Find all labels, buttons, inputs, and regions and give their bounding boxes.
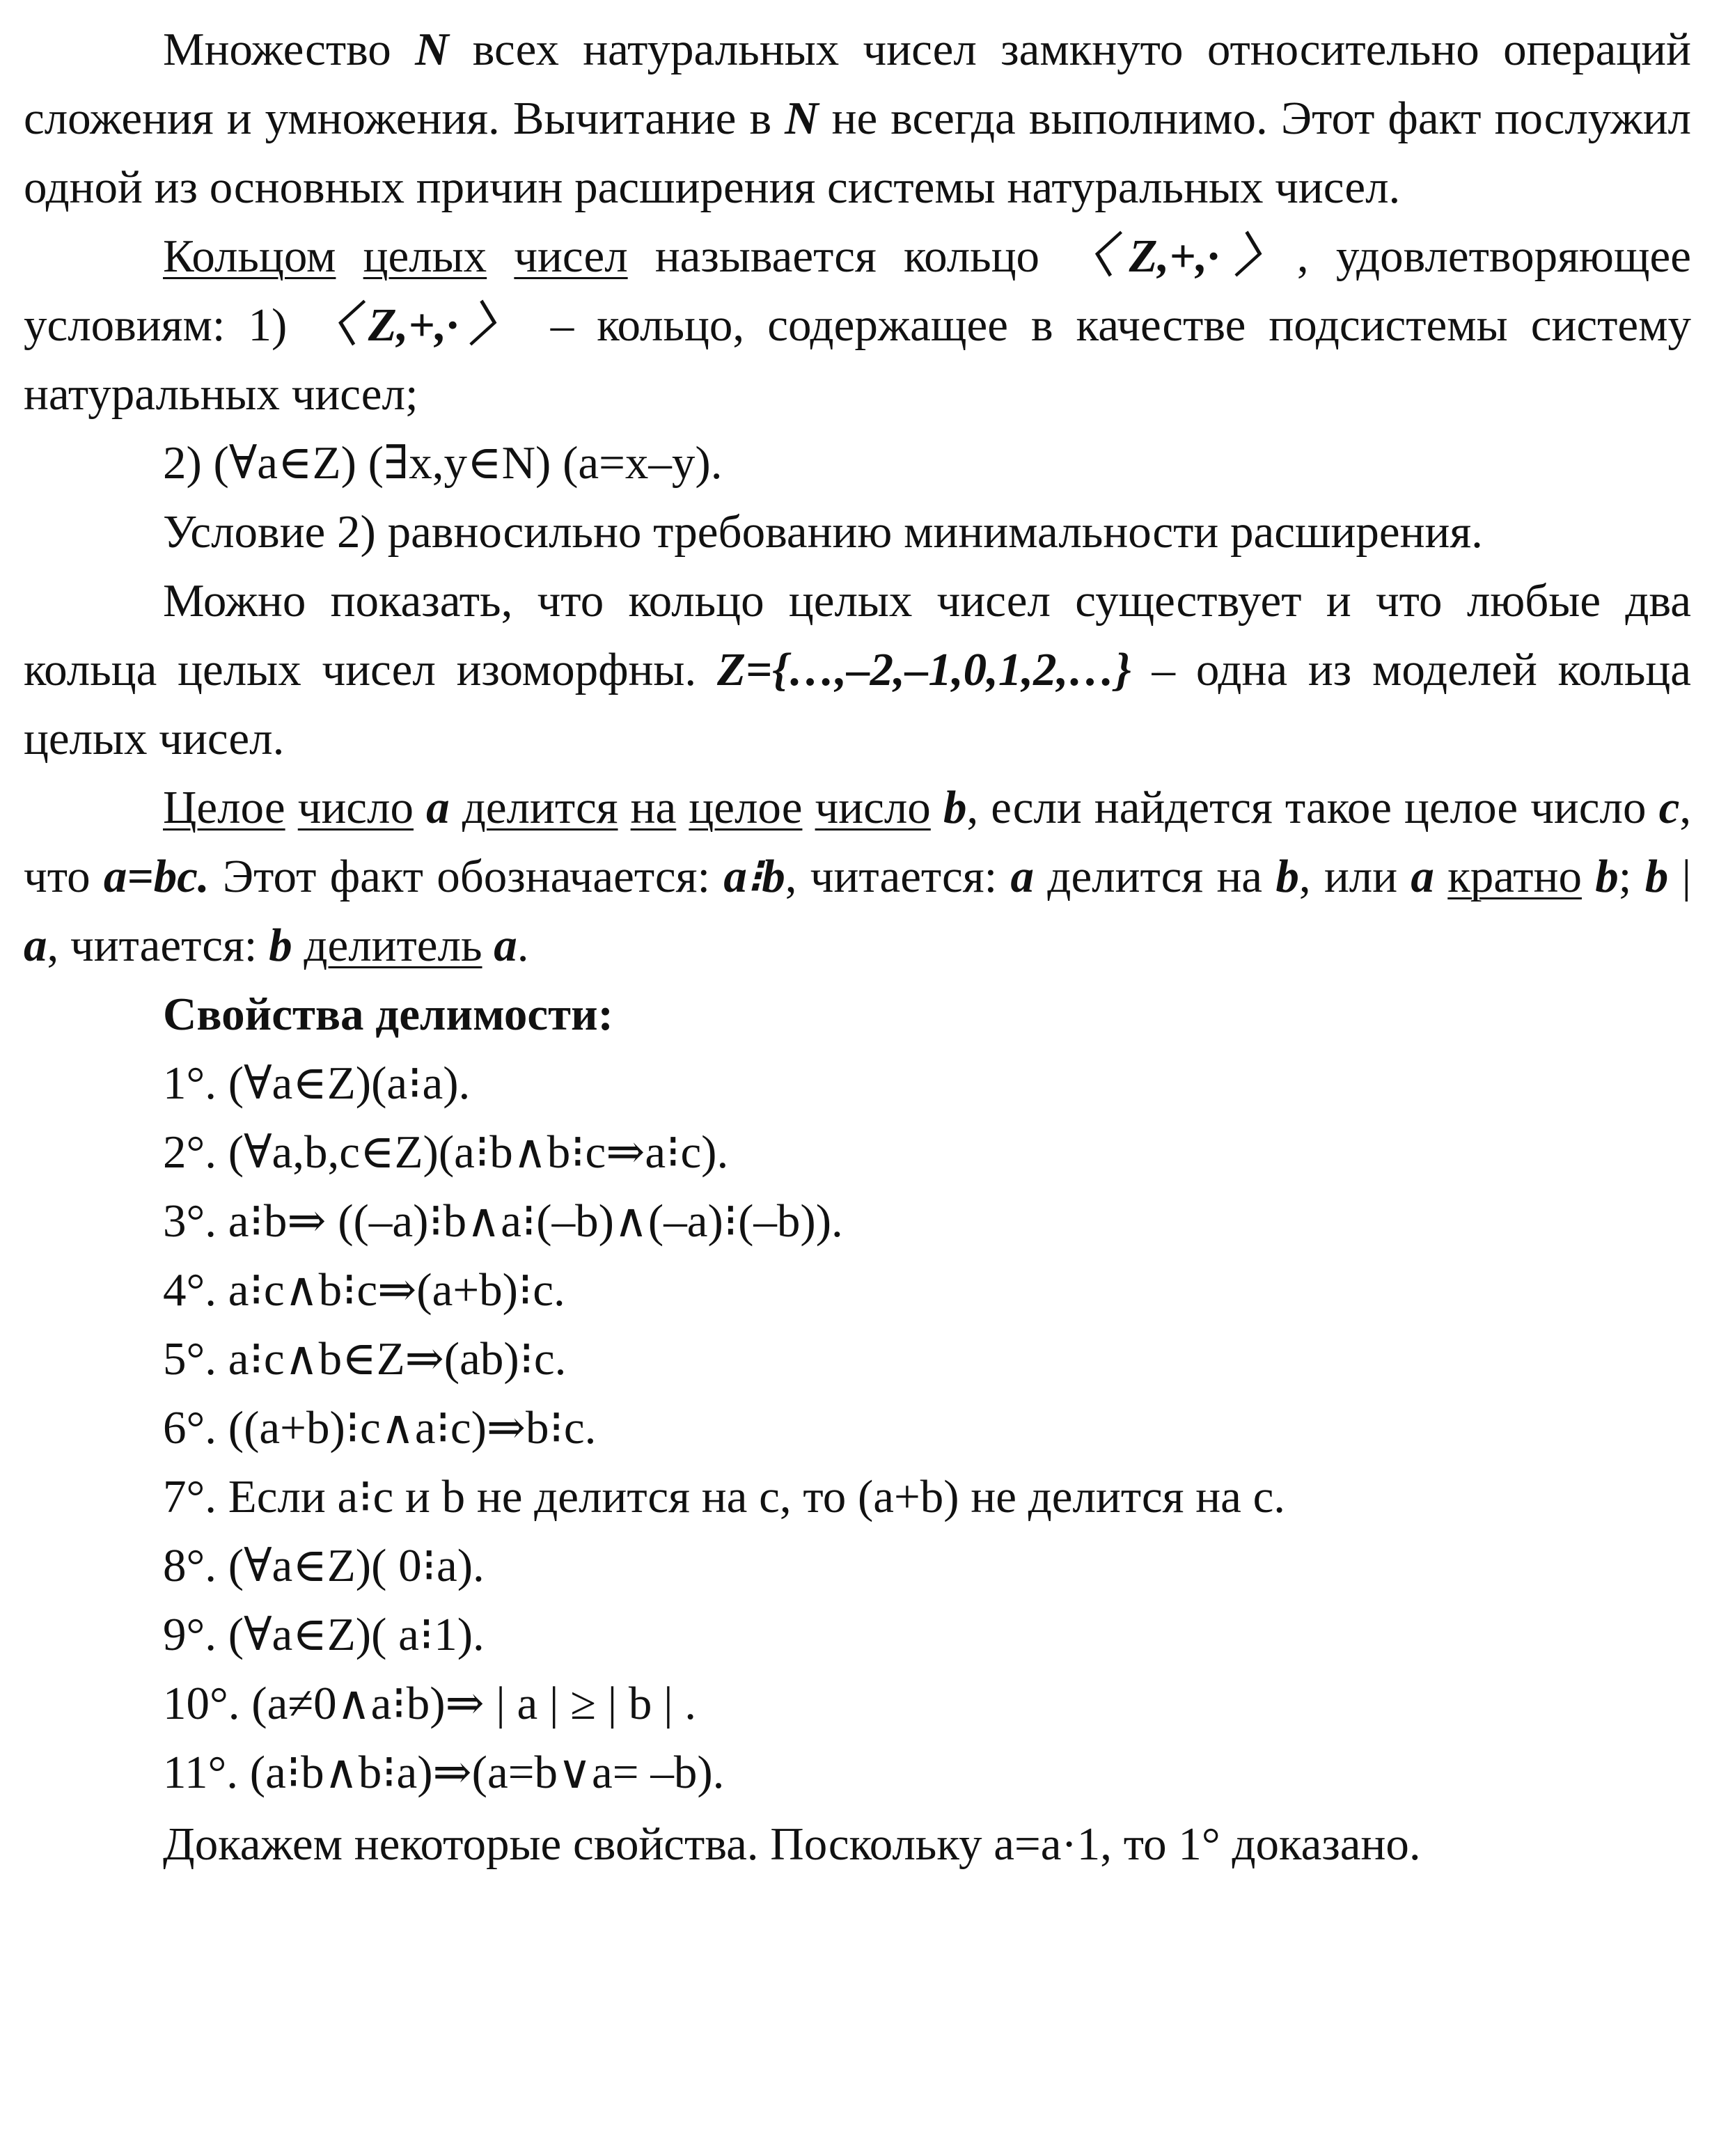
ring-notation: 〈Z,+,·〉 bbox=[1067, 230, 1297, 282]
paragraph-intro: Множество N всех натуральных чисел замкнуто относительно операций сложения и умножения. Вычитание в N не всегда выполнимо. Этот факт послужил одной из основных причин расширения системы натуральных чисел. bbox=[24, 24, 1691, 213]
document-text bbox=[24, 15, 1691, 1879]
property-2: 2°. (∀a,b,c∈Z)(a⁝b∧b⁝c⇒a⁝c). bbox=[163, 1126, 729, 1178]
term-underlined: Целое bbox=[163, 782, 285, 833]
divides-bar: | bbox=[1681, 851, 1691, 902]
property-3: 3°. a⁝b⇒ ((–a)⁝b∧a⁝(–b)∧(–a)⁝(–b)). bbox=[163, 1195, 843, 1247]
property-11: 11°. (a⁝b∧b⁝a)⇒(a=b∨a= –b). bbox=[163, 1747, 725, 1798]
property-8: 8°. (∀a∈Z)( 0⁝a). bbox=[163, 1540, 485, 1591]
term-underlined: число bbox=[297, 782, 414, 833]
paragraph-proof: Докажем некоторые свойства. Поскольку a=a·1, то 1° доказано. bbox=[163, 1818, 1421, 1870]
term-underlined: делится bbox=[462, 782, 618, 833]
property-7: 7°. Если a⁝c и b не делится на c, то (a+b) не делится на c. bbox=[163, 1471, 1286, 1522]
property-5: 5°. a⁝c∧b∈Z⇒(ab)⁝c. bbox=[163, 1333, 567, 1385]
section-heading: Свойства делимости: bbox=[163, 989, 613, 1040]
property-6: 6°. ((a+b)⁝c∧a⁝c)⇒b⁝c. bbox=[163, 1402, 597, 1454]
term-underlined: число bbox=[815, 782, 931, 833]
divisibility-notation: a⁝b bbox=[723, 851, 785, 902]
property-1: 1°. (∀a∈Z)(a⁝a). bbox=[163, 1057, 471, 1109]
term-underlined: делитель bbox=[304, 920, 482, 971]
paragraph-minimality: Условие 2) равносильно требованию минимальности расширения. bbox=[163, 506, 1483, 558]
paragraph-ring-definition: Кольцом целых чисел называется кольцо 〈Z,+,·〉, удовлетворяющее условиям: 1) 〈Z,+,·〉 – кольцо, содержащее в качестве подсистемы систему натуральных чисел; bbox=[24, 230, 1692, 420]
ring-notation: 〈Z,+,·〉 bbox=[310, 299, 528, 351]
term-underlined: кратно bbox=[1447, 851, 1582, 902]
integer-set-model: Z={…,–2,–1,0,1,2,…} bbox=[716, 644, 1131, 695]
set-symbol: N bbox=[415, 24, 449, 75]
term-underlined: Кольцом bbox=[163, 230, 336, 282]
term-underlined: целых bbox=[363, 230, 487, 282]
paragraph-existence: Можно показать, что кольцо целых чисел существует и что любые два кольца целых чисел изоморфны. Z={…,–2,–1,0,1,2,…} – одна из моделей кольца целых чисел. bbox=[24, 575, 1691, 764]
term-underlined: на bbox=[630, 782, 677, 833]
paragraph-divisibility-definition: Целое число a делится на целое число b, если найдется такое целое число c, что a=bc. Этот факт обозначается: a⁝b, читается: a делится на b, или a кратно b; b | a, читается: b делитель a. bbox=[24, 782, 1692, 971]
set-symbol: N bbox=[785, 93, 819, 144]
term-underlined: целое bbox=[689, 782, 803, 833]
property-9: 9°. (∀a∈Z)( a⁝1). bbox=[163, 1609, 485, 1660]
term-underlined: чисел bbox=[514, 230, 628, 282]
condition-2: 2) (∀a∈Z) (∃x,y∈N) (a=x–y). bbox=[163, 437, 723, 489]
property-4: 4°. a⁝c∧b⁝c⇒(a+b)⁝c. bbox=[163, 1264, 565, 1316]
property-10: 10°. (a≠0∧a⁝b)⇒ | a | ≥ | b | . bbox=[163, 1678, 697, 1729]
